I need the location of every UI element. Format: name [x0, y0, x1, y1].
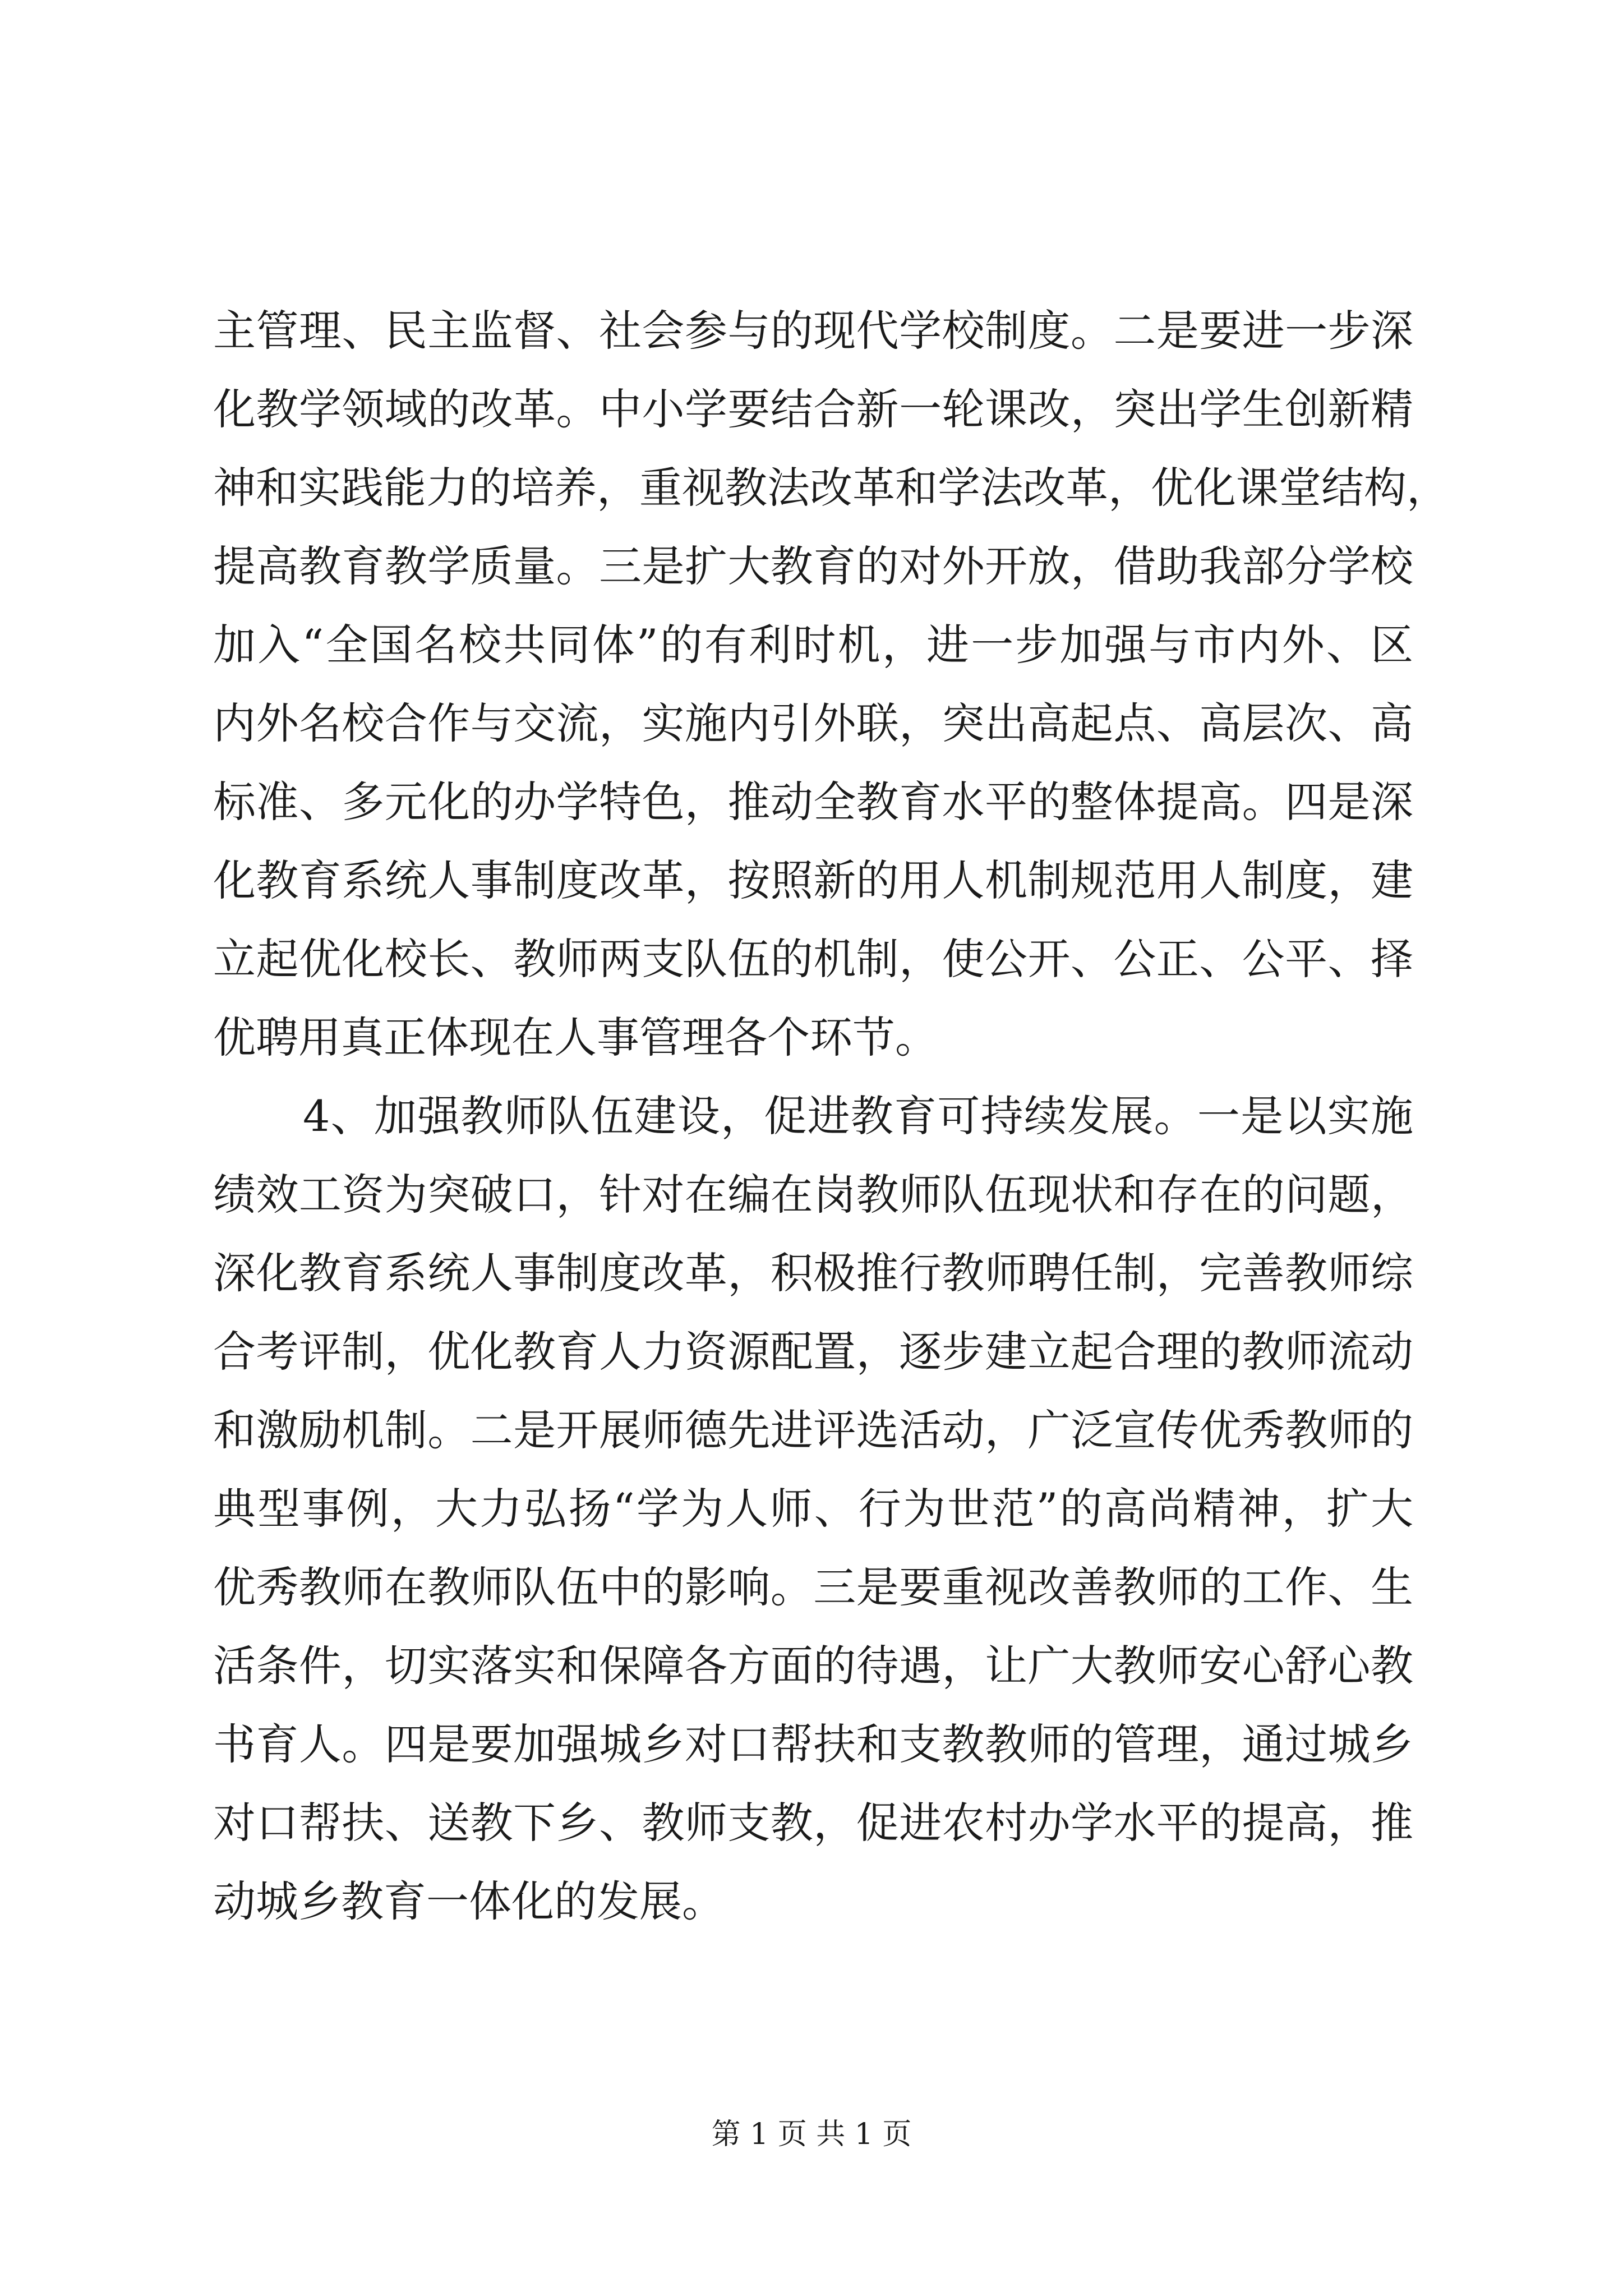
- paragraph-1-line-1: 主管理、民主监督、社会参与的现代学校制度。二是要进一步深: [213, 306, 1413, 356]
- paragraph-1-line-5: 加入“全国名校共同体”的有利时机，进一步加强与市内外、区: [213, 620, 1413, 670]
- paragraph-2-line-2: 绩效工资为突破口，针对在编在岗教师队伍现状和存在的问题，: [213, 1170, 1413, 1220]
- paragraph-2-line-11: 动城乡教育一体化的发展。: [213, 1876, 725, 1926]
- paragraph-1-line-7: 标准、多元化的办学特色，推动全教育水平的整体提高。四是深: [213, 777, 1413, 827]
- paragraph-1-line-3: 神和实践能力的培养，重视教法改革和学法改革，优化课堂结构，: [213, 463, 1449, 513]
- paragraph-1-line-6: 内外名校合作与交流，实施内引外联，突出高起点、高层次、高: [213, 698, 1413, 748]
- paragraph-1-line-8: 化教育系统人事制度改革，按照新的用人机制规范用人制度，建: [213, 855, 1413, 905]
- paragraph-2-line-6: 典型事例，大力弘扬“学为人师、行为世范”的高尚精神，扩大: [213, 1484, 1413, 1534]
- paragraph-2-line-7: 优秀教师在教师队伍中的影响。三是要重视改善教师的工作、生: [213, 1562, 1413, 1612]
- paragraph-2-line-9: 书育人。四是要加强城乡对口帮扶和支教教师的管理，通过城乡: [213, 1719, 1413, 1769]
- paragraph-1-line-2: 化教学领域的改革。中小学要结合新一轮课改，突出学生创新精: [213, 384, 1413, 434]
- paragraph-2-line-4: 合考评制，优化教育人力资源配置，逐步建立起合理的教师流动: [213, 1327, 1413, 1377]
- paragraph-2-line-10: 对口帮扶、送教下乡、教师支教，促进农村办学水平的提高，推: [213, 1798, 1413, 1848]
- paragraph-2-line-8: 活条件，切实落实和保障各方面的待遇，让广大教师安心舒心教: [213, 1641, 1413, 1691]
- paragraph-1-line-9: 立起优化校长、教师两支队伍的机制，使公开、公正、公平、择: [213, 934, 1413, 984]
- paragraph-2-line-5: 和激励机制。二是开展师德先进评选活动，广泛宣传优秀教师的: [213, 1405, 1413, 1455]
- paragraph-2-line-1: 4、加强教师队伍建设，促进教育可持续发展。一是以实施: [303, 1091, 1413, 1141]
- paragraph-1-line-4: 提高教育教学质量。三是扩大教育的对外开放，借助我部分学校: [213, 541, 1413, 591]
- paragraph-2-line-3: 深化教育系统人事制度改革，积极推行教师聘任制，完善教师综: [213, 1248, 1413, 1298]
- page-number-footer: 第 1 页 共 1 页: [711, 2118, 912, 2151]
- paragraph-1-line-10: 优聘用真正体现在人事管理各个环节。: [213, 1013, 938, 1062]
